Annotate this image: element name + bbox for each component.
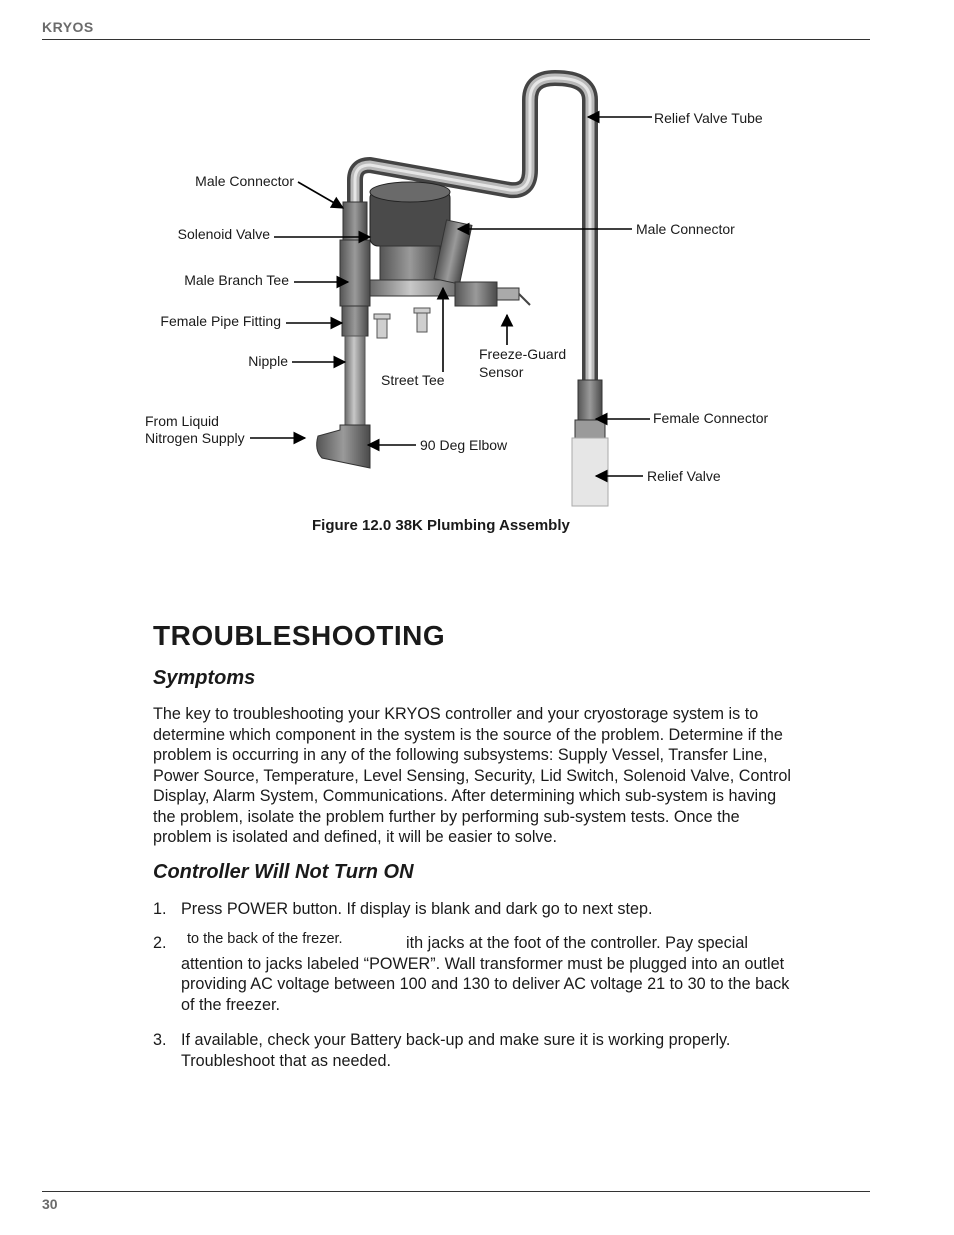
- label-relief-valve-tube: Relief Valve Tube: [654, 110, 763, 126]
- symptoms-heading: Symptoms: [153, 667, 256, 689]
- page-number: 30: [42, 1196, 58, 1212]
- female-connector-part: [578, 380, 602, 420]
- label-nipple: Nipple: [248, 353, 288, 369]
- label-solenoid-valve: Solenoid Valve: [177, 226, 270, 242]
- mounting-screws: [374, 308, 430, 338]
- footer-rule: [42, 1191, 870, 1192]
- list-item-text: ith jacks at the foot of the controller. Pay special attention to jacks labeled “POWER”. Wall transformer must be plugged into an outlet providing AC voltage between 100 and 130 to deliver AC voltage 21 to 30 to the back of the freezer.: [181, 934, 790, 1014]
- plumbing-assembly-figure: [0, 0, 954, 560]
- label-female-pipe-fitting: Female Pipe Fitting: [160, 313, 281, 329]
- elbow-part: [317, 425, 370, 468]
- label-female-connector: Female Connector: [653, 410, 769, 426]
- header-brand: KRYOS: [42, 19, 94, 35]
- sensor-fitting: [455, 282, 497, 306]
- list-item-text: Press POWER button. If display is blank and dark go to next step.: [181, 900, 653, 918]
- overlay-text-patch: to the back of the frezer.: [187, 931, 343, 947]
- list-item: [153, 1030, 793, 1071]
- figure-caption: Figure 12.0 38K Plumbing Assembly: [312, 517, 570, 534]
- list-item-number: 3.: [153, 1031, 167, 1049]
- symptoms-paragraph: The key to troubleshooting your KRYOS controller and your cryostorage system is to determine which component in the system is the source of the problem. Determine if the problem is occurring in any of the following subsystems: Supply Vessel, Transfer Line, Power Source, Temperature, Level Sensing, Security, Lid Switch, Solenoid Valve, Control Display, Alarm System, Communications. After determining which sub-system is having the problem, isolate the problem further by performing sub-system tests. Once the problem is isolated and defined, it will be easier to solve.: [153, 705, 791, 846]
- nipple-part: [345, 336, 365, 428]
- section-title: TROUBLESHOOTING: [153, 620, 446, 651]
- female-pipe-fitting-part: [342, 306, 368, 336]
- relief-valve-part: [572, 438, 608, 506]
- male-connector-part: [343, 202, 367, 240]
- label-elbow: 90 Deg Elbow: [420, 437, 508, 453]
- street-tee-part: [370, 280, 460, 296]
- male-branch-tee-part: [340, 240, 370, 306]
- list-item: [153, 899, 793, 920]
- label-from-liquid-1: From Liquid: [145, 413, 219, 429]
- label-relief-valve: Relief Valve: [647, 468, 721, 484]
- label-male-connector-right: Male Connector: [636, 221, 735, 237]
- label-from-liquid-2: Nitrogen Supply: [145, 430, 245, 446]
- label-male-branch-tee: Male Branch Tee: [184, 272, 289, 288]
- label-street-tee: Street Tee: [381, 372, 445, 388]
- label-male-connector-left: Male Connector: [195, 173, 294, 189]
- list-item-text: If available, check your Battery back-up and make sure it is working properly. Troubleshoot that as needed.: [181, 1031, 731, 1070]
- label-freeze-guard-2: Sensor: [479, 364, 524, 380]
- solenoid-body: [380, 246, 440, 280]
- list-item-number: 1.: [153, 900, 167, 918]
- list-item-number: 2.: [153, 934, 167, 952]
- label-freeze-guard-1: Freeze-Guard: [479, 346, 567, 362]
- controller-heading: Controller Will Not Turn ON: [153, 861, 414, 883]
